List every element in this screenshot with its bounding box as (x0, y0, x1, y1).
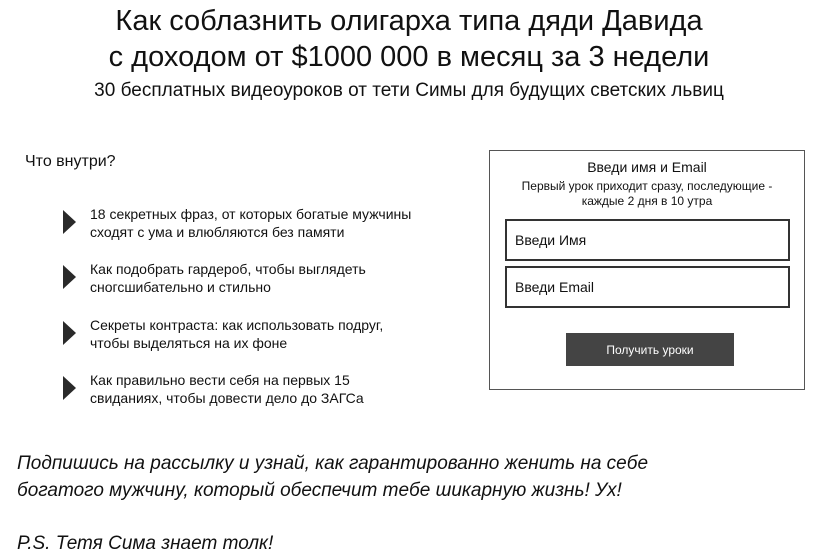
benefit-item (63, 371, 463, 411)
form-title: Введи имя и Email (587, 159, 707, 175)
benefit-item (63, 316, 463, 356)
page-title-line-1: Как соблазнить олигарха типа дяди Давида (115, 5, 703, 37)
promo-text-line-1: Подпишись на рассылку и узнай, как гарантированно женить на себе (17, 453, 649, 474)
name-input[interactable] (505, 219, 790, 261)
triangle-arrow-right-icon (63, 321, 76, 345)
page-title-line-2: с доходом от $1000 000 в месяц за 3 недели (108, 41, 710, 73)
form-note-line: Первый урок приходит сразу, последующие - (521, 179, 773, 193)
benefit-item (63, 205, 463, 245)
form-note-line: каждые 2 дня в 10 утра (581, 194, 713, 208)
email-input[interactable] (505, 266, 790, 308)
promo-text-line-2: богатого мужчину, который обеспечит тебе шикарную жизнь! Ух! (17, 480, 622, 501)
triangle-arrow-right-icon (63, 265, 76, 289)
benefit-text (90, 260, 366, 296)
postscript-text: P.S. Тетя Сима знает толк! (17, 533, 274, 554)
triangle-arrow-right-icon (63, 210, 76, 234)
benefit-text-line: свиданиях, чтобы довести дело до ЗАГСа (90, 390, 364, 406)
get-lessons-button[interactable]: Получить уроки (566, 333, 734, 366)
benefit-text (90, 371, 364, 407)
page-subtitle: 30 бесплатных видеоуроков от тети Симы для будущих светских львиц (94, 80, 724, 101)
benefit-text-line: чтобы выделяться на их фоне (90, 335, 288, 351)
benefit-text-line: Как правильно вести себя на первых 15 (90, 372, 350, 388)
benefit-text-line: сногсшибательно и стильно (90, 279, 271, 295)
benefit-item (63, 260, 463, 300)
benefit-text-line: сходят с ума и влюбляются без памяти (90, 224, 345, 240)
form-note (490, 179, 804, 209)
signup-form (489, 150, 805, 390)
benefit-text-line: Секреты контраста: как использовать подруг, (90, 317, 384, 333)
benefit-text (90, 316, 383, 352)
triangle-arrow-right-icon (63, 376, 76, 400)
benefit-text (90, 205, 411, 241)
benefit-text-line: 18 секретных фраз, от которых богатые мужчины (90, 206, 412, 222)
benefit-text-line: Как подобрать гардероб, чтобы выглядеть (90, 261, 366, 277)
benefits-heading: Что внутри? (25, 153, 116, 170)
